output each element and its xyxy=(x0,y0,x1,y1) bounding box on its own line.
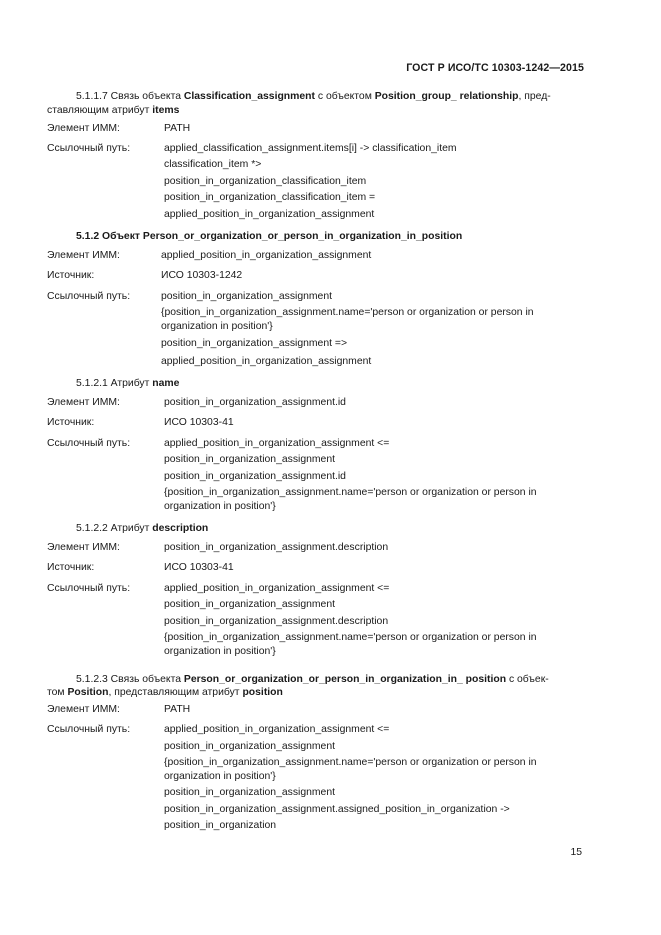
heading-text: ставляющим атрибут xyxy=(47,104,153,116)
ref-path-row xyxy=(47,290,584,369)
path-line: organization in position'} xyxy=(164,645,276,657)
path-line: applied_position_in_organization_assignment <= xyxy=(164,724,390,736)
entity-name: Classification_assignment xyxy=(183,91,315,102)
section-heading xyxy=(47,90,584,104)
section-5-1-2-1 xyxy=(47,377,584,513)
section-5-1-2-3 xyxy=(47,673,584,833)
heading-number: 5.1.2.3 Связь объекта xyxy=(76,673,184,685)
section-5-1-1-7 xyxy=(47,90,584,221)
path-line: {position_in_organization_assignment.name='person or organization or person in xyxy=(164,757,537,769)
path-line: classification_item *> xyxy=(164,159,262,171)
path-line: position_in_organization xyxy=(164,820,277,832)
source-value: ИСО 10303-41 xyxy=(164,417,234,429)
path-line: {position_in_organization_assignment.name='person or organization or person in xyxy=(164,487,537,499)
element-label: Элемент ИММ: xyxy=(47,703,120,715)
source-value: ИСО 10303-1242 xyxy=(161,270,243,282)
source-row xyxy=(47,561,584,575)
heading-text: , представляющим атрибут xyxy=(108,687,243,699)
path-line: position_in_organization_assignment xyxy=(164,454,335,466)
element-value: PATH xyxy=(164,123,191,135)
path-line: applied_classification_assignment.items[i] -> classification_item xyxy=(164,142,457,154)
section-heading-cont xyxy=(47,686,584,700)
element-value: position_in_organization_assignment.description xyxy=(164,541,389,553)
heading-number: 5.1.2.1 Атрибут xyxy=(76,378,153,390)
element-value: PATH xyxy=(164,703,191,715)
source-label: Источник: xyxy=(47,562,95,574)
path-line: organization in position'} xyxy=(161,320,273,332)
ref-path-label: Ссылочный путь: xyxy=(47,290,131,302)
element-row xyxy=(47,396,584,410)
element-label: Элемент ИММ: xyxy=(47,541,120,553)
element-label: Элемент ИММ: xyxy=(47,249,120,261)
path-line: applied_position_in_organization_assignment <= xyxy=(164,582,390,594)
path-line: position_in_organization_classification_item xyxy=(164,175,367,187)
ref-path-label: Ссылочный путь: xyxy=(47,142,131,154)
element-row xyxy=(47,249,584,263)
path-line: applied_position_in_organization_assignment xyxy=(161,355,372,367)
heading-text: с объек- xyxy=(506,673,549,685)
attribute-name: items xyxy=(152,104,180,116)
section-5-1-2 xyxy=(47,230,584,368)
path-line: position_in_organization_assignment xyxy=(164,740,335,752)
heading-text: том xyxy=(47,687,68,699)
heading-text: , пред- xyxy=(518,91,551,102)
attribute-name: description xyxy=(152,523,209,535)
source-value: ИСО 10303-41 xyxy=(164,562,234,574)
path-line: position_in_organization_assignment xyxy=(164,599,335,611)
section-heading xyxy=(47,230,584,244)
ref-path-label: Ссылочный путь: xyxy=(47,582,131,594)
heading-title: 5.1.2 Объект Person_or_organization_or_person_in_organization_in_position xyxy=(76,231,463,243)
element-value: position_in_organization_assignment.id xyxy=(164,396,346,408)
source-label: Источник: xyxy=(47,417,95,429)
element-row xyxy=(47,541,584,555)
section-heading xyxy=(47,377,584,391)
ref-path-label: Ссылочный путь: xyxy=(47,724,131,736)
entity-name: Position_group_ relationship xyxy=(374,91,519,102)
element-value: applied_position_in_organization_assignment xyxy=(161,249,372,261)
section-heading xyxy=(47,522,584,536)
section-heading-cont xyxy=(47,104,584,118)
ref-path-value xyxy=(164,582,584,659)
entity-name: Person_or_organization_or_person_in_organization_in_ position xyxy=(183,673,507,685)
ref-path-row xyxy=(47,142,584,222)
heading-text: с объектом xyxy=(314,91,375,102)
path-line: position_in_organization_assignment => xyxy=(161,338,348,350)
path-line: position_in_organization_assignment.assigned_position_in_organization -> xyxy=(164,803,510,815)
heading-number: 5.1.2.2 Атрибут xyxy=(76,523,153,535)
path-line: organization in position'} xyxy=(164,770,276,782)
element-row xyxy=(47,122,584,136)
path-line: {position_in_organization_assignment.name='person or organization or person in xyxy=(161,307,534,319)
path-line: position_in_organization_classification_item = xyxy=(164,192,376,204)
ref-path-label: Ссылочный путь: xyxy=(47,437,131,449)
source-row xyxy=(47,269,584,283)
ref-path-value xyxy=(164,142,584,222)
element-row xyxy=(47,703,584,717)
path-line: applied_position_in_organization_assignment <= xyxy=(164,437,390,449)
ref-path-value xyxy=(161,290,584,369)
path-line: position_in_organization_assignment.description xyxy=(164,615,389,627)
path-line: applied_position_in_organization_assignment xyxy=(164,208,375,220)
ref-path-value xyxy=(164,723,584,833)
entity-name: Position xyxy=(67,687,109,699)
element-label: Элемент ИММ: xyxy=(47,123,120,135)
heading-number: 5.1.1.7 Связь объекта xyxy=(76,91,184,102)
ref-path-row xyxy=(47,437,584,514)
path-line: position_in_organization_assignment.id xyxy=(164,470,346,482)
page-number: 15 xyxy=(570,847,582,858)
source-row xyxy=(47,416,584,430)
ref-path-row xyxy=(47,582,584,659)
section-heading xyxy=(47,673,584,687)
attribute-name: position xyxy=(242,687,283,699)
ref-path-value xyxy=(164,437,584,514)
path-line: {position_in_organization_assignment.name='person or organization or person in xyxy=(164,632,537,644)
section-5-1-2-2 xyxy=(47,522,584,658)
document-header: ГОСТ Р ИСО/ТС 10303-1242—2015 xyxy=(406,62,584,74)
element-label: Элемент ИММ: xyxy=(47,396,120,408)
ref-path-row xyxy=(47,723,584,833)
attribute-name: name xyxy=(152,378,180,390)
path-line: position_in_organization_assignment xyxy=(161,290,332,302)
path-line: organization in position'} xyxy=(164,500,276,512)
path-line: position_in_organization_assignment xyxy=(164,787,335,799)
document-body xyxy=(47,90,584,833)
source-label: Источник: xyxy=(47,270,95,282)
